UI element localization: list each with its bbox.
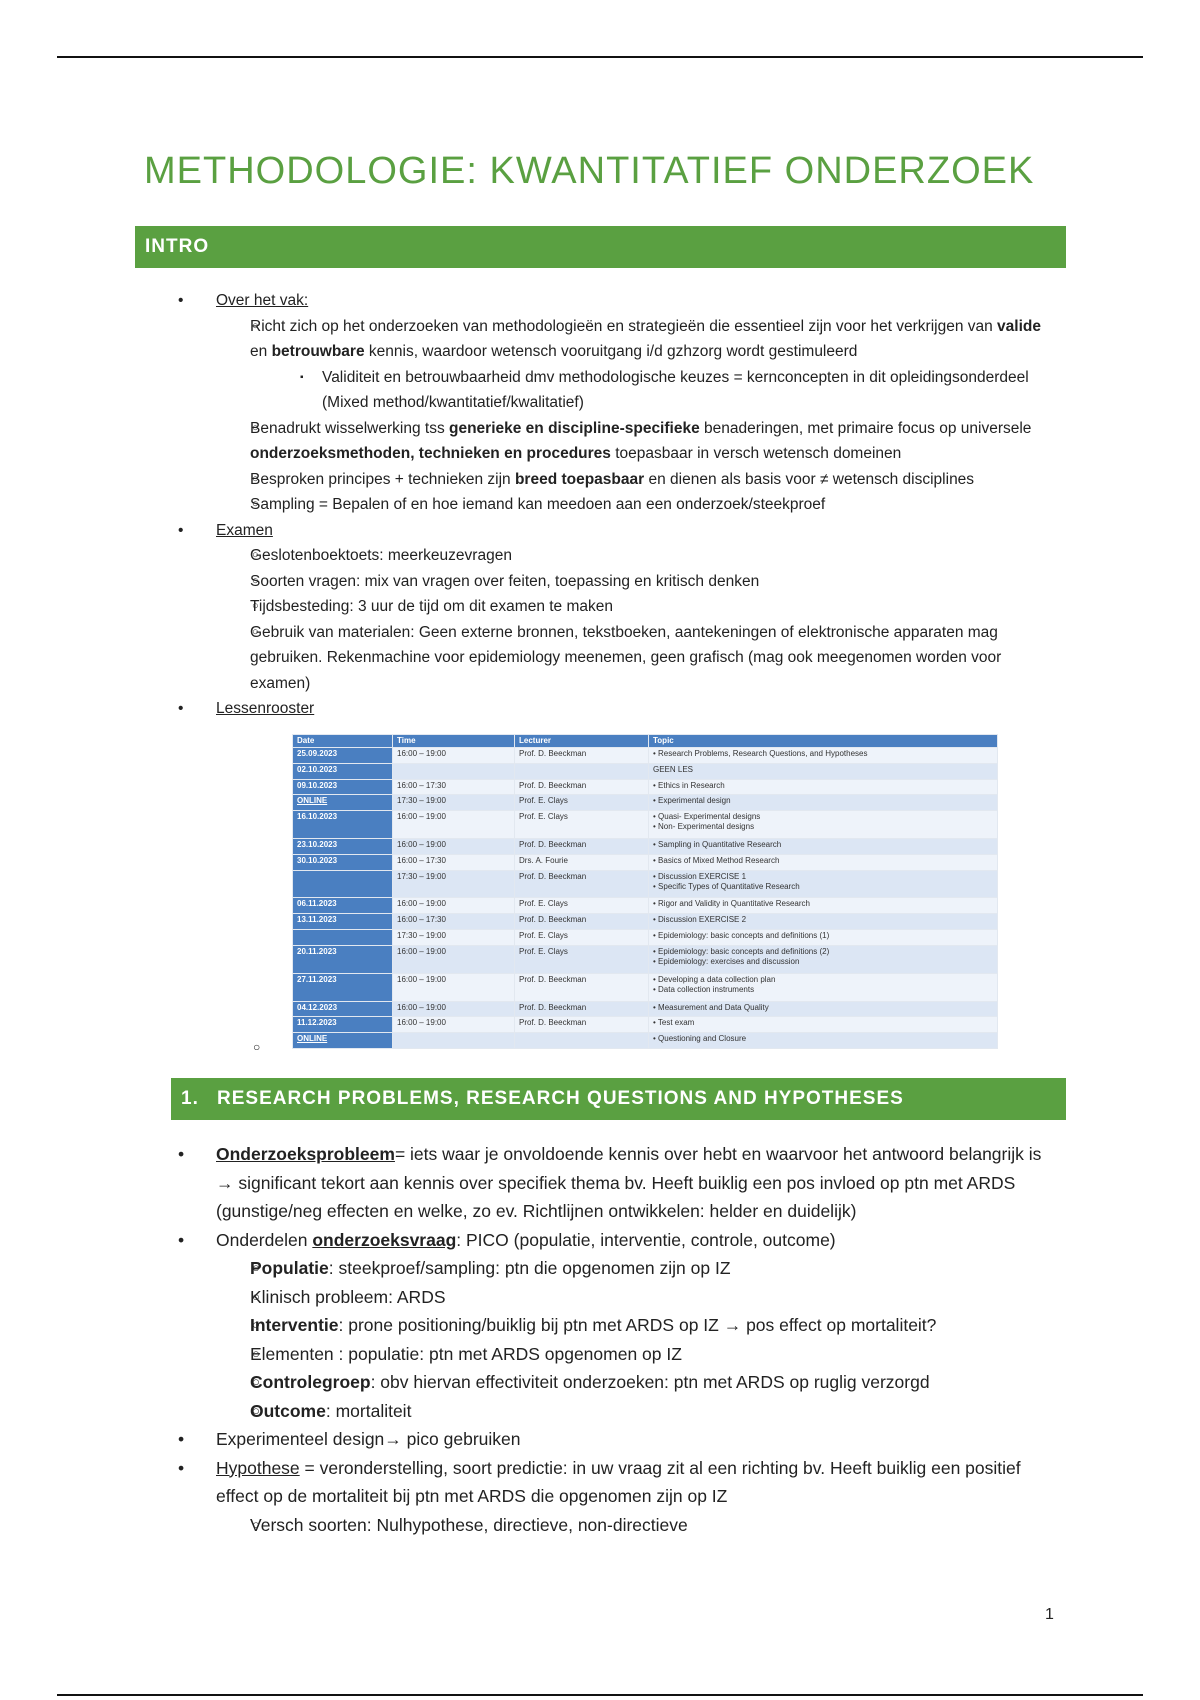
text: Richt zich op het onderzoeken van methodologieën en strategieën die essentieel zijn voor het verkrijgen van: [250, 317, 998, 335]
table-cell: 17:30 – 19:00: [393, 929, 515, 945]
table-row: [293, 763, 998, 779]
table-cell: [293, 870, 393, 898]
table-cell: 16:00 – 19:00: [393, 1017, 515, 1033]
list-item: [178, 416, 1058, 467]
text: : steekproef/sampling: ptn die opgenomen zijn op IZ: [328, 1258, 731, 1278]
table-cell: Prof. D. Beeckman: [515, 870, 649, 898]
table-cell: [293, 929, 393, 945]
table-cell: 16:00 – 19:00: [393, 945, 515, 973]
topic-item: • Questioning and Closure: [653, 1034, 993, 1044]
table-cell: 30.10.2023: [293, 854, 393, 870]
list-item: ○ Gebruik van materialen: Geen externe bronnen, tekstboeken, aantekeningen of elektronische apparaten mag gebruiken. Rekenmachine voor epidemiology meenemen, geen grafisch (mag ook meegenomen worden voor examen): [178, 620, 1058, 697]
table-cell: [649, 763, 998, 779]
list-item: ○ Sampling = Bepalen of en hoe iemand kan meedoen aan een onderzoek/steekproef: [178, 492, 1058, 518]
header-rule: [57, 56, 1143, 58]
table-cell: 16:00 – 17:30: [393, 914, 515, 930]
table-cell: Prof. E. Clays: [515, 811, 649, 839]
section-heading-label: INTRO: [145, 236, 210, 257]
text: Klinisch probleem: ARDS: [250, 1286, 446, 1307]
text: : mortaliteit: [325, 1400, 412, 1421]
list-item: [178, 314, 1058, 416]
bold-term: Onderzoeksprobleem: [216, 1144, 395, 1164]
text: en: [250, 343, 272, 360]
footer-rule: [57, 1694, 1143, 1696]
table-cell: [515, 1033, 649, 1049]
table-cell: Prof. E. Clays: [515, 945, 649, 973]
table-cell: [649, 779, 998, 795]
list-item: ○ Geslotenboektoets: meerkeuzevragen: [178, 543, 1058, 569]
list-item: [178, 1140, 1058, 1226]
table-cell: 16:00 – 19:00: [393, 973, 515, 1001]
topic-item: • Experimental design: [653, 796, 993, 806]
table-cell: [649, 870, 998, 898]
table-cell: 16:00 – 19:00: [393, 898, 515, 914]
list-item: [178, 1454, 1058, 1540]
topic-item: GEEN LES: [653, 764, 694, 774]
vak-label: Over het vak:: [216, 292, 309, 309]
section-number: 1.: [181, 1088, 199, 1109]
list-item: [178, 1311, 1058, 1340]
hypothese-term: Hypothese: [216, 1457, 300, 1478]
table-row: [293, 914, 998, 930]
table-cell: 17:30 – 19:00: [393, 795, 515, 811]
schedule-table: [292, 734, 998, 1049]
list-item: [178, 1397, 1058, 1426]
text: Onderdelen: [216, 1229, 313, 1250]
table-cell: 11.12.2023: [293, 1017, 393, 1033]
topic-item: • Epidemiology: basic concepts and definitions (2): [653, 947, 993, 957]
section-heading-chapter-1: [171, 1078, 1066, 1120]
table-cell: [649, 1001, 998, 1017]
table-cell: 04.12.2023: [293, 1001, 393, 1017]
table-cell: Prof. D. Beeckman: [515, 779, 649, 795]
topic-item: • Sampling in Quantitative Research: [653, 840, 993, 850]
table-cell: [393, 1033, 515, 1049]
table-cell: 25.09.2023: [293, 748, 393, 764]
page-number: 1: [1045, 1606, 1054, 1623]
bold-term: Interventie: [250, 1315, 339, 1335]
topic-item: • Ethics in Research: [653, 781, 993, 791]
text: = veronderstelling, soort predictie: in uw vraag zit al een richting bv. Heeft buiklig een positief effect op de mortaliteit bij ptn met ARDS die opgenomen zijn op IZ: [216, 1457, 1021, 1506]
table-row: [293, 795, 998, 811]
list-item: [178, 696, 1058, 722]
table-row: [293, 838, 998, 854]
topic-item: • Measurement and Data Quality: [653, 1003, 993, 1013]
topic-item: • Discussion EXERCISE 2: [653, 915, 993, 925]
table-cell: Prof. E. Clays: [515, 929, 649, 945]
table-row: [293, 811, 998, 839]
table-row: [293, 945, 998, 973]
bold-term: generieke en discipline-specifieke: [449, 419, 700, 437]
table-cell: [649, 838, 998, 854]
table-header-row: [293, 735, 998, 748]
topic-item: • Epidemiology: basic concepts and definitions (1): [653, 931, 993, 941]
table-cell: 16:00 – 17:30: [393, 779, 515, 795]
document-title: METHODOLOGIE: KWANTITATIEF ONDERZOEK: [144, 150, 1035, 192]
bold-term: Outcome: [250, 1400, 326, 1421]
table-row: [293, 854, 998, 870]
lessenrooster-label: Lessenrooster: [216, 700, 315, 717]
topic-item: • Developing a data collection plan: [653, 975, 993, 985]
table-cell: 13.11.2023: [293, 914, 393, 930]
text: benaderingen, met primaire focus op universele: [699, 419, 1032, 437]
list-item: [178, 518, 1058, 697]
list-item: [178, 1368, 1058, 1397]
table-row: [293, 1001, 998, 1017]
table-row: [293, 973, 998, 1001]
intro-section: [178, 288, 1058, 722]
list-item: [178, 1226, 1058, 1426]
table-cell: [649, 1033, 998, 1049]
bold-term: onderzoeksvraag: [312, 1229, 457, 1250]
table-row: [293, 898, 998, 914]
text: Elementen : populatie: ptn met ARDS opgenomen op IZ: [250, 1343, 682, 1364]
text: : PICO (populatie, interventie, controle, outcome): [456, 1229, 836, 1250]
list-item: [178, 1283, 1058, 1312]
table-cell: 16:00 – 19:00: [393, 811, 515, 839]
bold-term: Populatie: [250, 1258, 329, 1278]
table-cell: [393, 763, 515, 779]
table-cell: [649, 945, 998, 973]
text: : prone positioning/buiklig bij ptn met ARDS op IZ → pos effect op mortaliteit?: [338, 1315, 937, 1335]
table-cell: 17:30 – 19:00: [393, 870, 515, 898]
topic-item: • Research Problems, Research Questions, and Hypotheses: [653, 749, 993, 759]
chapter-1-section: [178, 1140, 1058, 1539]
table-row: [293, 870, 998, 898]
list-item: [178, 467, 1058, 493]
table-cell: [649, 854, 998, 870]
table-cell: ONLINE: [293, 1033, 393, 1049]
examen-label: Examen: [216, 521, 273, 539]
topic-item: • Basics of Mixed Method Research: [653, 856, 993, 866]
list-item: ▪ Validiteit en betrouwbaarheid dmv methodologische keuzes = kernconcepten in dit opleidingsonderdeel (Mixed method/kwantitatief/kwalitatief): [250, 365, 1058, 416]
table-cell: Prof. D. Beeckman: [515, 748, 649, 764]
table-cell: 06.11.2023: [293, 898, 393, 914]
topic-item: • Quasi- Experimental designs: [653, 812, 993, 822]
table-cell: Prof. D. Beeckman: [515, 914, 649, 930]
table-cell: 02.10.2023: [293, 763, 393, 779]
list-item: [178, 1254, 1058, 1283]
table-cell: [649, 1017, 998, 1033]
table-cell: [649, 795, 998, 811]
table-cell: [649, 914, 998, 930]
list-item: ○ Versch soorten: Nulhypothese, directieve, non-directieve: [178, 1511, 1058, 1540]
table-row: [293, 779, 998, 795]
empty-bullet: ○: [253, 1040, 261, 1054]
table-cell: 16:00 – 19:00: [393, 748, 515, 764]
topic-item: • Rigor and Validity in Quantitative Research: [653, 899, 993, 909]
bold-term: onderzoeksmethoden, technieken en procedures: [250, 445, 611, 462]
column-header: Lecturer: [515, 735, 649, 748]
table-cell: 23.10.2023: [293, 838, 393, 854]
table-cell: [649, 929, 998, 945]
list-item: ○ Tijdsbesteding: 3 uur de tijd om dit examen te maken: [178, 594, 1058, 620]
table-cell: [649, 973, 998, 1001]
table-row: [293, 1033, 998, 1049]
table-cell: [649, 748, 998, 764]
table-row: [293, 1017, 998, 1033]
list-item: ○ Soorten vragen: mix van vragen over feiten, toepassing en kritisch denken: [178, 569, 1058, 595]
topic-item: • Data collection instruments: [653, 985, 993, 995]
table-cell: [515, 763, 649, 779]
table-cell: ONLINE: [293, 795, 393, 811]
text: = iets waar je onvoldoende kennis over hebt en waarvoor het antwoord belangrijk is → significant tekort aan kennis over specifiek thema bv. Heeft buiklig een pos invloed op ptn met ARDS (gunstige/neg effecten en welke, zo ev. Richtlijnen ontwikkelen: helder en duidelijk): [216, 1144, 1042, 1221]
bold-term: valide: [997, 317, 1041, 335]
table-cell: 09.10.2023: [293, 779, 393, 795]
list-item: [178, 288, 1058, 518]
table-cell: [649, 811, 998, 839]
table-cell: Prof. D. Beeckman: [515, 1001, 649, 1017]
table-cell: Drs. A. Fourie: [515, 854, 649, 870]
table-cell: 27.11.2023: [293, 973, 393, 1001]
table-cell: Prof. D. Beeckman: [515, 838, 649, 854]
text: toepasbaar in versch wetensch domeinen: [610, 445, 902, 462]
table-cell: 16:00 – 19:00: [393, 1001, 515, 1017]
text: kennis, waardoor wetensch vooruitgang i/d gzhzorg wordt gestimuleerd: [364, 343, 858, 360]
table-cell: 20.11.2023: [293, 945, 393, 973]
list-item: • Experimenteel design→ pico gebruiken: [178, 1425, 1058, 1454]
text: : obv hiervan effectiviteit onderzoeken: ptn met ARDS op ruglig verzorgd: [370, 1372, 930, 1392]
list-item: [178, 1340, 1058, 1369]
bold-term: betrouwbare: [271, 343, 365, 360]
topic-item: • Test exam: [653, 1018, 993, 1028]
table-cell: 16:00 – 17:30: [393, 854, 515, 870]
table-cell: Prof. E. Clays: [515, 898, 649, 914]
column-header: Date: [293, 735, 393, 748]
bold-term: breed toepasbaar: [514, 470, 645, 488]
topic-item: • Non- Experimental designs: [653, 822, 993, 832]
column-header: Topic: [649, 735, 998, 748]
section-heading-label: RESEARCH PROBLEMS, RESEARCH QUESTIONS AND HYPOTHESES: [217, 1088, 904, 1109]
bold-term: Controlegroep: [250, 1372, 371, 1392]
topic-item: • Epidemiology: exercises and discussion: [653, 957, 993, 967]
table-cell: Prof. D. Beeckman: [515, 1017, 649, 1033]
table-cell: Prof. E. Clays: [515, 795, 649, 811]
section-heading-intro: [135, 226, 1066, 268]
table-cell: [649, 898, 998, 914]
table-cell: 16:00 – 19:00: [393, 838, 515, 854]
text: Besproken principes + technieken zijn: [250, 470, 515, 488]
table-cell: 16.10.2023: [293, 811, 393, 839]
column-header: Time: [393, 735, 515, 748]
topic-item: • Discussion EXERCISE 1: [653, 872, 993, 882]
table-row: [293, 748, 998, 764]
text: Benadrukt wisselwerking tss: [250, 419, 449, 437]
topic-item: • Specific Types of Quantitative Research: [653, 882, 993, 892]
text: en dienen als basis voor ≠ wetensch disciplines: [644, 470, 975, 488]
table-row: [293, 929, 998, 945]
table-cell: Prof. D. Beeckman: [515, 973, 649, 1001]
